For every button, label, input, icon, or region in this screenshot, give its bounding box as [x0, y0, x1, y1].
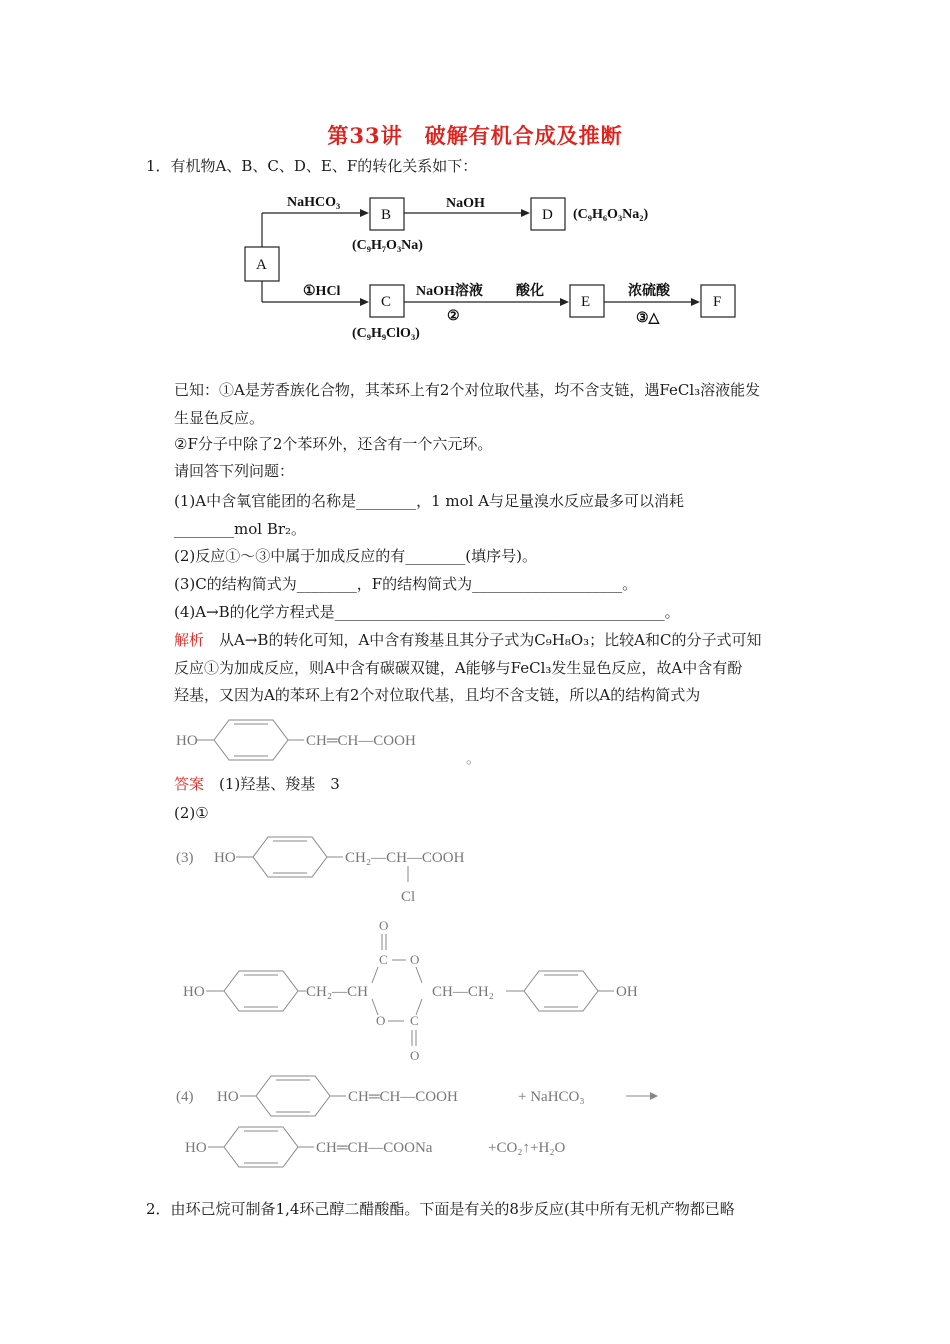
box-A-label: A: [256, 257, 267, 273]
part-3: (3)C的结构简式为________，F的结构简式为____________________。: [174, 575, 638, 593]
svg-text:O: O: [410, 1048, 420, 1063]
analysis-line-1: 解析 从A→B的转化可知，A中含有羧基且其分子式为C₉H₈O₃；比较A和C的分子式可知: [174, 631, 762, 649]
svg-text:。: 。: [466, 751, 482, 767]
svg-text:(C₉H₇O₃Na): (C₉H₇O₃Na): [352, 238, 423, 253]
svg-text:O: O: [410, 952, 420, 967]
svg-text:E: E: [581, 294, 591, 310]
part-1-b: ________mol Br₂。: [174, 520, 307, 538]
answer-label: 答案: [174, 775, 205, 793]
svg-text:酸化: 酸化: [516, 284, 544, 299]
svg-text:C: C: [381, 294, 392, 310]
svg-text:NaOH: NaOH: [446, 196, 485, 211]
svg-text:HO: HO: [176, 733, 198, 749]
svg-text:HO: HO: [183, 984, 205, 1000]
svg-text:HO: HO: [185, 1140, 207, 1156]
analysis-line-3: 羟基，又因为A的苯环上有2个对位取代基，且均不含支链，所以A的结构简式为: [174, 686, 701, 704]
svg-text:C: C: [379, 952, 388, 967]
svg-text:CH₂—CH—COOH: CH₂—CH—COOH: [345, 850, 465, 866]
part-2: (2)反应①～③中属于加成反应的有________(填序号)。: [174, 547, 537, 565]
svg-text:+CO₂↑+H₂O: +CO₂↑+H₂O: [488, 1140, 566, 1156]
svg-text:D: D: [542, 207, 553, 223]
svg-text:O: O: [379, 918, 389, 933]
known-1-line-b: 生显色反应。: [174, 409, 265, 427]
svg-text:①HCl: ①HCl: [303, 284, 341, 299]
analysis-label: 解析: [174, 631, 205, 649]
analysis-line-2: 反应①为加成反应，则A中含有碳碳双键，A能够与FeCl₃发生显色反应，故A中含有酚: [174, 659, 743, 677]
svg-text:B: B: [381, 207, 392, 223]
page-title: 第33讲 破解有机合成及推断: [327, 123, 623, 148]
svg-text:Cl: Cl: [401, 889, 416, 905]
svg-text:F: F: [713, 294, 722, 310]
svg-text:C: C: [410, 1013, 419, 1028]
known-1-line-a: 已知：①A是芳香族化合物，其苯环上有2个对位取代基，均不含支链，遇FeCl₃溶液能发: [174, 381, 761, 399]
part-1-a: (1)A中含氧官能团的名称是________，1 mol A与足量溴水反应最多可以消耗: [174, 492, 685, 510]
known-2: ②F分子中除了2个苯环外，还含有一个六元环。: [174, 435, 493, 453]
svg-text:OH: OH: [616, 984, 638, 1000]
part-4: (4)A→B的化学方程式是____________________________________________。: [174, 603, 680, 621]
svg-text:HO: HO: [217, 1089, 239, 1105]
svg-text:CH═CH—COOH: CH═CH—COOH: [306, 733, 416, 749]
ask: 请回答下列问题：: [174, 462, 295, 480]
svg-text:NaHCO₃: NaHCO₃: [287, 195, 341, 210]
svg-text:③△: ③△: [636, 311, 660, 326]
question-1-stem: 1．有机物A、B、C、D、E、F的转化关系如下：: [146, 157, 478, 175]
svg-text:浓硫酸: 浓硫酸: [628, 284, 670, 299]
svg-text:HO: HO: [214, 850, 236, 866]
answer-line-2: (2)①: [174, 804, 209, 822]
svg-text:②: ②: [447, 309, 460, 324]
svg-text:CH₂—CH: CH₂—CH: [306, 984, 368, 1000]
svg-text:(3): (3): [176, 850, 194, 866]
svg-text:(C₉H₆O₃Na₂): (C₉H₆O₃Na₂): [573, 207, 649, 222]
svg-text:CH—CH₂: CH—CH₂: [432, 984, 494, 1000]
svg-text:(C₉H₉ClO₃): (C₉H₉ClO₃): [352, 326, 420, 341]
svg-text:CH═CH—COONa: CH═CH—COONa: [316, 1140, 433, 1156]
svg-text:NaOH溶液: NaOH溶液: [416, 284, 483, 299]
svg-text:+ NaHCO₃: + NaHCO₃: [518, 1089, 585, 1105]
svg-text:CH═CH—COOH: CH═CH—COOH: [348, 1089, 458, 1105]
svg-text:O: O: [376, 1013, 386, 1028]
question-2-stem: 2．由环己烷可制备1,4环己醇二醋酸酯。下面是有关的8步反应(其中所有无机产物都已略: [146, 1200, 735, 1218]
answer-line-1: 答案 (1)羟基、羧基 3: [174, 775, 340, 793]
svg-text:(4): (4): [176, 1089, 194, 1105]
